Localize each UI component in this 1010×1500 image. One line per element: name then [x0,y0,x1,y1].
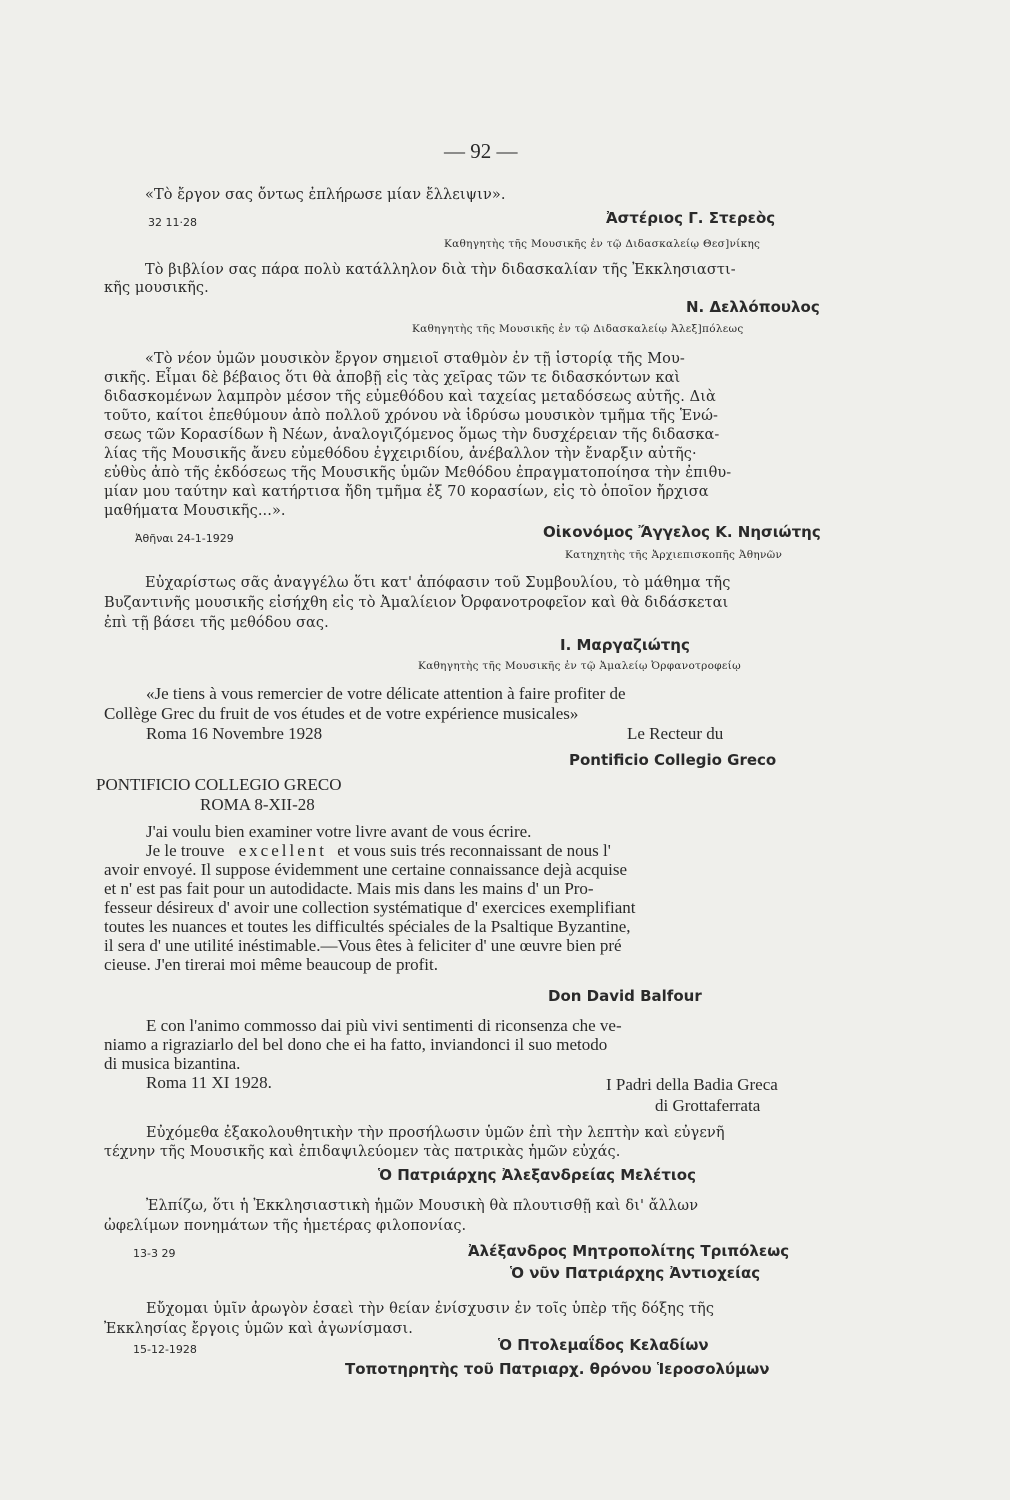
letter-date: Roma 16 Novembre 1928 [146,724,323,743]
quote-text: «Je tiens à vous remercier de votre délicate attention à faire profiter de [146,684,626,703]
body-line: τέχνην τῆς Μουσικῆς καὶ ἐπιδαψιλεύομεν τὰς πατρικὰς ἡμῶν εὐχάς. [104,1144,621,1160]
body-line: il sera d' une utilité inéstimable.—Vous êtes à feliciter d' une œuvre bien pré [104,936,622,955]
letter-date: Roma 11 XI 1928. [146,1073,272,1092]
body-line: Βυζαντινῆς μουσικῆς εἰσήχθη εἰς τὸ Ἀμαλίειον Ὀρφανοτροφεῖον καὶ θὰ διδάσκεται [104,595,729,611]
signature-name: I Padri della Badia Greca [606,1075,778,1094]
body-line [146,842,611,860]
body-line: Ἐκκλησίας ἔργοις ὑμῶν καὶ ἀγωνίσμασι. [104,1321,414,1337]
body-text: et vous suis trés reconnaissant de nous l' [337,841,611,860]
page-number: — 92 — [444,139,518,163]
letter-date: 15-12-1928 [133,1343,197,1356]
body-line: εὐθὺς ἀπὸ τῆς ἐκδόσεως τῆς Μουσικῆς ὑμῶν Μεθόδου ἐπραγματοποίησα τὴν ἐπιθυ- [104,465,732,481]
body-text: Je le trouve [146,841,225,860]
signature-name: Οἰκονόμος Ἄγγελος Κ. Νησιώτης [543,523,821,541]
body-line: Ἐλπίζω, ὅτι ἡ Ἐκκλησιαστικὴ ἡμῶν Μουσικὴ θὰ πλουτισθῇ καὶ δι' ἄλλων [146,1198,699,1214]
body-line: J'ai voulu bien examiner votre livre avant de vous écrire. [146,822,532,841]
body-line: Τὸ βιβλίον σας πάρα πολὺ κατάλληλον διὰ τὴν διδασκαλίαν τῆς Ἐκκλησιαστι- [145,262,736,278]
signature-title: Ὁ νῦν Πατριάρχης Ἀντιοχείας [510,1264,761,1282]
body-line: τοῦτο, καίτοι ἐπεθύμουν ἀπὸ πολλοῦ χρόνου νὰ ἱδρύσω μουσικὸν τμῆμα τῆς Ἑνώ- [104,408,719,424]
body-line: Εὐχαρίστως σᾶς ἀναγγέλω ὅτι κατ' ἀπόφασιν τοῦ Συμβουλίου, τὸ μάθημα τῆς [145,575,731,591]
signature-name: Ι. Μαργαζιώτης [560,636,690,654]
signature-name: Ἀστέριος Γ. Στερεὸς [606,209,776,227]
body-line: ἐπὶ τῇ βάσει τῆς μεθόδου σας. [104,615,329,631]
body-line: avoir envoyé. Il suppose évidemment une certaine connaissance dejà acquise [104,860,628,879]
body-line: μίαν μου ταύτην καὶ κατήρτισα ἤδη τμῆμα ἐξ 70 κορασίων, εἰς τὸ ὁποῖον ἤρχισα [104,484,709,500]
body-line: fesseur désireux d' avoir une collection systématique d' exercices exemplifiant [104,898,636,917]
body-line: ὠφελίμων πονημάτων τῆς ἡμετέρας φιλοπονίας. [104,1218,467,1234]
letterhead-date: ROMA 8-XII-28 [200,795,315,814]
letter-date: 13-3 29 [133,1247,176,1260]
signature-name: Ὁ Πτολεμαΐδος Κελαδίων [498,1336,709,1354]
body-line: E con l'animo commosso dai più vivi sentimenti di riconsenza che ve- [146,1016,622,1035]
body-line: κῆς μουσικῆς. [104,280,209,296]
emphasis-text: excellent [238,841,327,860]
body-line: διδασκομένων λαμπρὸν μέσον τῆς εὐμεθόδου καὶ ταχείας μεταδόσεως αὐτῆς. Διὰ [104,389,716,405]
signature-prefix: Le Recteur du [627,724,724,743]
signature-name: Don David Balfour [548,987,702,1005]
body-line: μαθήματα Μουσικῆς...». [104,503,286,519]
body-line: cieuse. J'en tirerai moi même beaucoup de profit. [104,955,438,974]
signature-title: Τοποτηρητὴς τοῦ Πατριαρχ. θρόνου Ἱεροσολύμων [345,1360,770,1378]
signature-name: Ν. Δελλόπουλος [686,298,820,316]
letter-date: Ἀθῆναι 24-1-1929 [135,532,234,545]
signature-name: Pontificio Collegio Greco [569,751,777,769]
signature-title: di Grottaferrata [655,1096,761,1115]
body-line: Εὔχομαι ὑμῖν ἀρωγὸν ἐσαεὶ τὴν θείαν ἐνίσχυσιν ἐν τοῖς ὑπὲρ τῆς δόξης τῆς [146,1301,715,1317]
signature-name: Ὁ Πατριάρχης Ἀλεξανδρείας Μελέτιος [378,1166,696,1184]
body-line: σεως τῶν Κορασίδων ἢ Νέων, ἀναλογιζόμενος ὅμως τὴν δυσχέρειαν τῆς διδασκα- [104,427,720,443]
signature-title: Κατηχητὴς τῆς Ἀρχιεπισκοπῆς Ἀθηνῶν [565,549,783,561]
quote-text: «Τὸ ἔργον σας ὄντως ἐπλήρωσε μίαν ἔλλειψιν». [145,187,506,203]
body-line: λίας τῆς Μουσικῆς ἄνευ εὐμεθόδου ἐγχειριδίου, ἀνέβαλλον τὴν ἔναρξιν αὐτῆς· [104,446,697,462]
body-line: «Τὸ νέον ὑμῶν μουσικὸν ἔργον σημειοῖ σταθμὸν ἐν τῇ ἱστορίᾳ τῆς Μου- [145,351,685,367]
quote-text: Collège Grec du fruit de vos études et de votre expérience musicales» [104,704,579,723]
body-line: di musica bizantina. [104,1054,241,1073]
body-line: toutes les nuances et toutes les difficultés spéciales de la Psaltique Byzantine, [104,917,631,936]
body-line: σικῆς. Εἶμαι δὲ βέβαιος ὅτι θὰ ἀποβῇ εἰς τὰς χεῖρας τῶν τε διδασκόντων καὶ [104,370,681,386]
letter-date: 32 11·28 [148,216,197,229]
body-line: et n' est pas fait pour un autodidacte. Mais mis dans les mains d' un Pro- [104,879,594,898]
signature-title: Καθηγητὴς τῆς Μουσικῆς ἐν τῷ Διδασκαλείῳ Ἀλεξ]πόλεως [412,323,744,335]
letterhead: PONTIFICIO COLLEGIO GRECO [96,775,342,794]
body-line: Εὐχόμεθα ἐξακολουθητικὴν τὴν προσήλωσιν ὑμῶν ἐπὶ τὴν λεπτὴν καὶ εὐγενῆ [146,1125,725,1141]
signature-name: Ἀλέξανδρος Μητροπολίτης Τριπόλεως [468,1242,790,1260]
body-line: niamo a rigraziarlo del bel dono che ei ha fatto, inviandonci il suo metodo [104,1035,608,1054]
signature-title: Καθηγητὴς τῆς Μουσικῆς ἐν τῷ Ἀμαλείῳ Ὀρφανοτροφείῳ [418,660,741,672]
signature-title: Καθηγητὴς τῆς Μουσικῆς ἐν τῷ Διδασκαλείῳ Θεσ]νίκης [444,238,761,250]
